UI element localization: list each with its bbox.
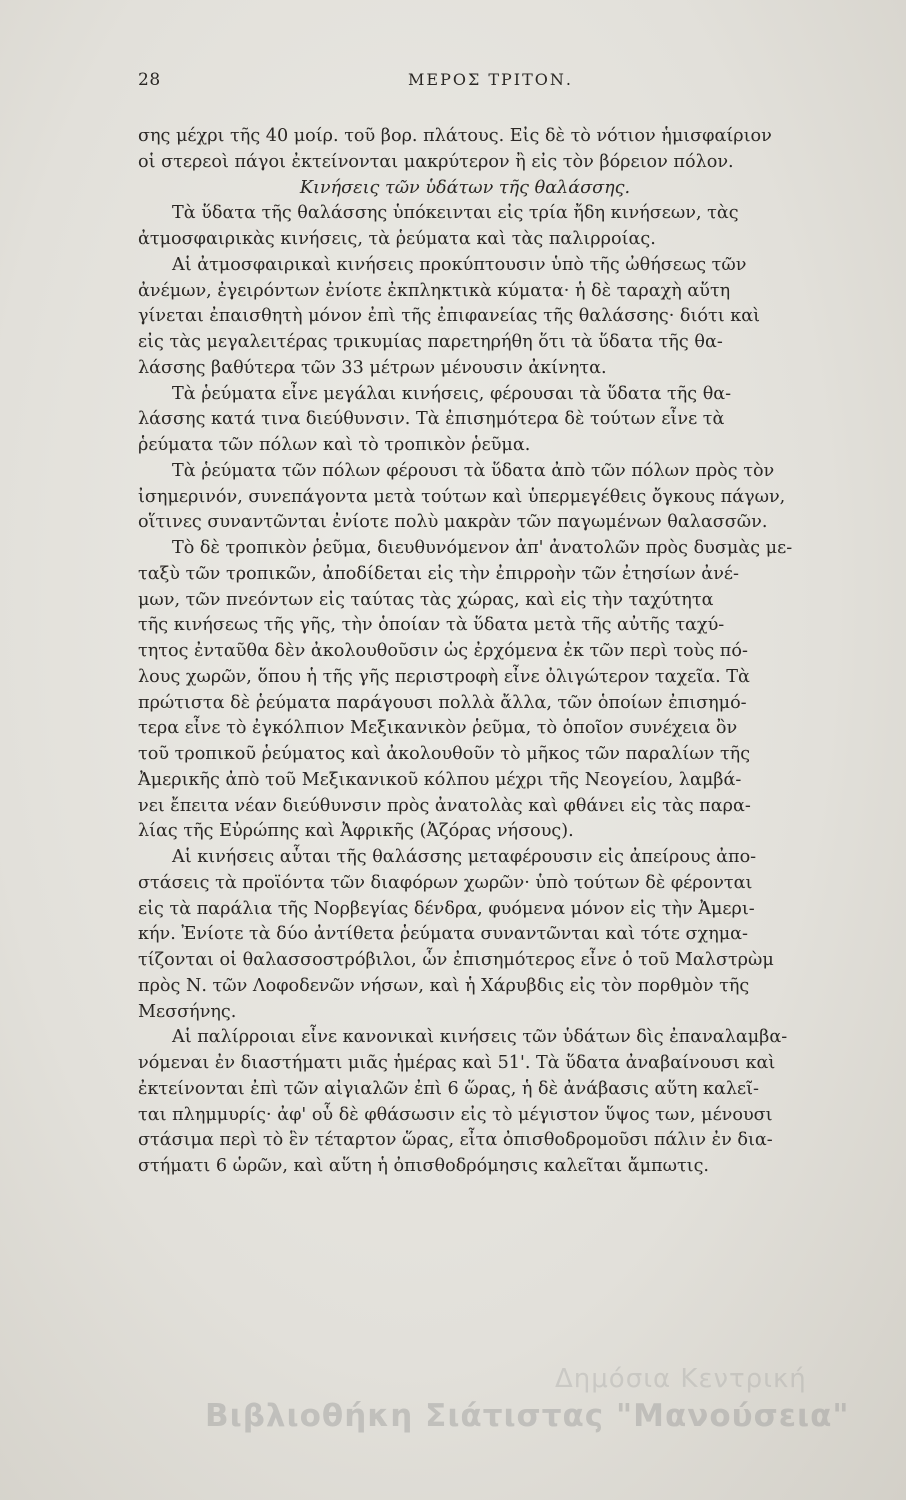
text-line: λάσσης βαθύτερα τῶν 33 μέτρων μένουσιν ἀκίνητα. [138,357,607,378]
text-line: Τὰ ῥεύματα εἶνε μεγάλαι κινήσεις, φέρουσαι τὰ ὕδατα τῆς θα- [172,383,732,404]
text-line: ἀνέμων, ἐγειρόντων ἐνίοτε ἐκπληκτικὰ κύματα· ἡ δὲ ταραχὴ αὕτη [138,280,731,301]
text-line: εἰς τὰς μεγαλειτέρας τρικυμίας παρετηρήθη ὅτι τὰ ὕδατα τῆς θα- [138,332,723,352]
text-line: Μεσσήνης. [138,1001,237,1022]
text-line: ται πλημμυρίς· ἀφ' οὗ δὲ φθάσωσιν εἰς τὸ μέγιστον ὕψος των, μένουσι [138,1104,773,1125]
text-line: Αἱ κινήσεις αὗται τῆς θαλάσσης μεταφέρουσιν εἰς ἀπείρους ἀπο- [172,847,757,867]
text-line: λους χωρῶν, ὅπου ἡ τῆς γῆς περιστροφὴ εἶνε ὀλιγώτερον ταχεῖα. Τὰ [138,666,750,687]
text-line: νόμεναι ἐν διαστήματι μιᾶς ἡμέρας καὶ 51'. Τὰ ὕδατα ἀναβαίνουσι καὶ [138,1053,776,1073]
body-text [138,124,882,1180]
text-line: Τὰ ῥεύματα τῶν πόλων φέρουσι τὰ ὕδατα ἀπὸ τῶν πόλων πρὸς τὸν [172,460,775,481]
text-line: τῆς κινήσεως τῆς γῆς, τὴν ὁποίαν τὰ ὕδατα μετὰ τῆς αὐτῆς ταχύ- [138,615,725,636]
text-line: Αἱ παλίρροιαι εἶνε κανονικαὶ κινήσεις τῶν ὑδάτων δὶς ἐπαναλαμβα- [172,1027,788,1048]
text-line: λάσσης κατά τινα διεύθυνσιν. Τὰ ἐπισημότερα δὲ τούτων εἶνε τὰ [138,409,725,430]
text-line: τερα εἶνε τὸ ἐγκόλπιον Μεξικανικὸν ῥεῦμα, τὸ ὁποῖον συνέχεια ὂν [138,718,738,739]
text-line: στάσιμα περὶ τὸ ἓν τέταρτον ὥρας, εἶτα ὀπισθοδρομοῦσι πάλιν ἐν δια- [138,1130,773,1151]
text-line: τητος ἐνταῦθα δὲν ἀκολουθοῦσιν ὡς ἐρχόμενα ἐκ τῶν περὶ τοὺς πό- [138,641,748,661]
text-line: Τὰ ὕδατα τῆς θαλάσσης ὑπόκεινται εἰς τρία ἤδη κινήσεων, τὰς [172,203,739,224]
page-number: 28 [138,70,161,90]
library-watermark [205,1364,885,1466]
watermark-main-text: Βιβλιοθήκη Σιάτιστας "Μανούσεια" [205,1398,850,1434]
text-line: σης μέχρι τῆς 40 μοίρ. τοῦ βορ. πλάτους. Εἰς δὲ τὸ νότιον ἡμισφαίριον [138,126,772,146]
text-line: στήματι 6 ὡρῶν, καὶ αὕτη ἡ ὀπισθοδρόμησις καλεῖται ἄμπωτις. [138,1156,710,1176]
text-line: Αἱ ἀτμοσφαιρικαὶ κινήσεις προκύπτουσιν ὑπὸ τῆς ὠθήσεως τῶν [172,254,747,275]
text-line: ἐκτείνονται ἐπὶ τῶν αἰγιαλῶν ἐπὶ 6 ὥρας, ἡ δὲ ἀνάβασις αὕτη καλεῖ- [138,1078,759,1099]
page-header [138,70,748,104]
text-line: τοῦ τροπικοῦ ῥεύματος καὶ ἀκολουθοῦν τὸ μῆκος τῶν παραλίων τῆς [138,744,751,764]
running-head: ΜΕΡΟΣ ΤΡΙΤΟΝ. [408,70,573,89]
text-line: πρὸς Ν. τῶν Λοφοδενῶν νήσων, καὶ ἡ Χάρυβδις εἰς τὸν πορθμὸν τῆς [138,975,750,996]
text-line: ἀτμοσφαιρικὰς κινήσεις, τὰ ῥεύματα καὶ τὰς παλιρροίας. [138,229,656,249]
text-line: κήν. Ἐνίοτε τὰ δύο ἀντίθετα ῥεύματα συναντῶνται καὶ τότε σχημα- [138,924,748,945]
text-line: ῥεύματα τῶν πόλων καὶ τὸ τροπικὸν ῥεῦμα. [138,435,531,455]
text-line: μων, τῶν πνεόντων εἰς ταύτας τὰς χώρας, καὶ εἰς τὴν ταχύτητα [138,589,714,610]
text-line: εἰς τὰ παράλια τῆς Νορβεγίας δένδρα, φυόμενα μόνον εἰς τὴν Ἀμερι- [138,898,755,919]
text-line: ταξὺ τῶν τροπικῶν, ἀποδίδεται εἰς τὴν ἐπιρροὴν τῶν ἐτησίων ἀνέ- [138,563,739,584]
watermark-top-text: Δημόσια Κεντρική [555,1364,807,1394]
text-line: πρώτιστα δὲ ῥεύματα παράγουσι πολλὰ ἄλλα, τῶν ὁποίων ἐπισημό- [138,692,747,713]
text-line: οἱ στερεοὶ πάγοι ἐκτείνονται μακρύτερον ἢ εἰς τὸν βόρειον πόλον. [138,151,734,172]
text-line: γίνεται ἐπαισθητὴ μόνον ἐπὶ τῆς ἐπιφανείας τῆς θαλάσσης· διότι καὶ [138,306,760,327]
text-line: ἰσημερινόν, συνεπάγοντα μετὰ τούτων καὶ ὑπερμεγέθεις ὄγκους πάγων, [138,486,786,507]
text-line: τίζονται οἱ θαλασσοστρόβιλοι, ὧν ἐπισημότερος εἶνε ὁ τοῦ Μαλστρὼμ [138,950,774,970]
text-line: νει ἔπειτα νέαν διεύθυνσιν πρὸς ἀνατολὰς καὶ φθάνει εἰς τὰς παρα- [138,795,751,816]
text-line: στάσεις τὰ προϊόντα τῶν διαφόρων χωρῶν· ὑπὸ τούτων δὲ φέρονται [138,872,753,893]
section-heading: Κινήσεις τῶν ὑδάτων τῆς θαλάσσης. [299,177,631,198]
text-line: οἵτινες συναντῶνται ἐνίοτε πολὺ μακρὰν τῶν παγωμένων θαλασσῶν. [138,512,768,533]
text-line: Ἀμερικῆς ἀπὸ τοῦ Μεξικανικοῦ κόλπου μέχρι τῆς Νεογείου, λαμβά- [138,769,742,790]
text-line: Τὸ δὲ τροπικὸν ῥεῦμα, διευθυνόμενον ἀπ' ἀνατολῶν πρὸς δυσμὰς με- [172,538,793,558]
text-line: λίας τῆς Εὐρώπης καὶ Ἀφρικῆς (Ἀζόρας νήσους). [138,821,574,842]
